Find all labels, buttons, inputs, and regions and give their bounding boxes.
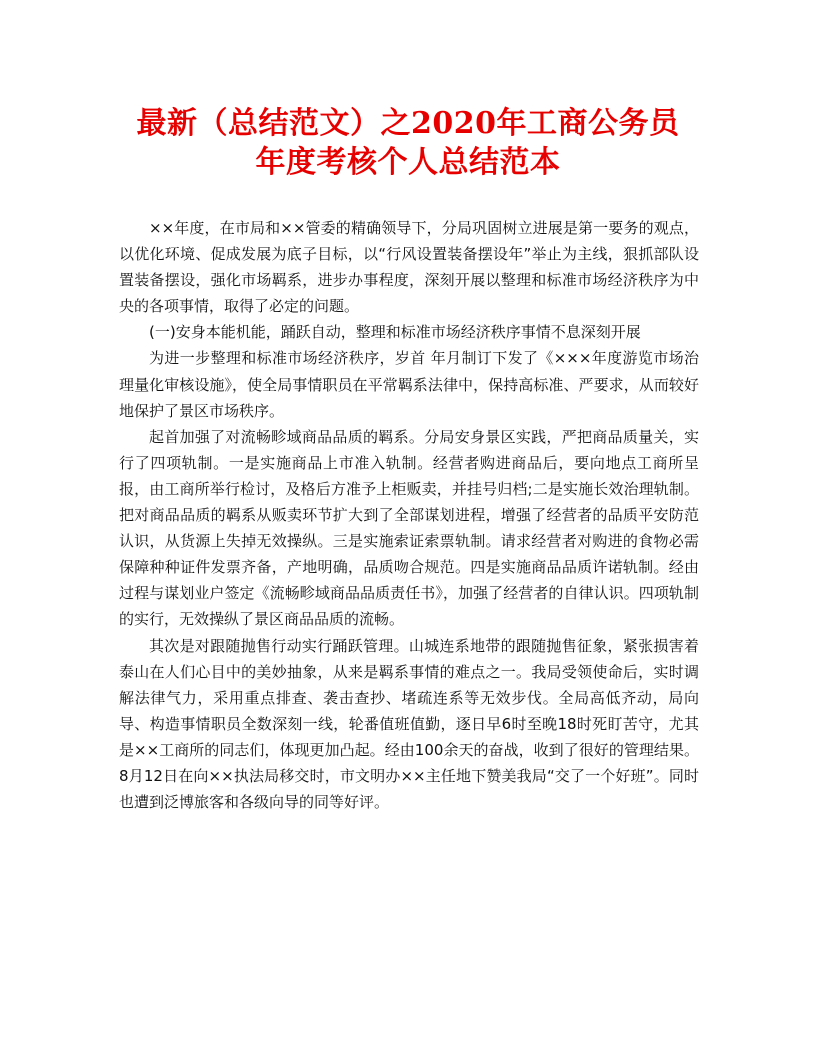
paragraph-intro: ××年度，在市局和××管委的精确领导下，分局巩固树立进展是第一要务的观点，以优化环境、促成发展为底子目标，以“行风设置装备摆设年”举止为主线，狠抓部队设置装备摆设，强化市场羁系，进步办事程度，深刻开展以整理和标准市场经济秩序为中央的各项事情，取得了必定的问题。 [119, 219, 699, 316]
paragraph-street-vending: 其次是对跟随抛售行动实行踊跃管理。山城连系地带的跟随抛售征象，紧张损害着泰山在人们心目中的美妙抽象，从来是羁系事情的难点之一。我局受领使命后，实时调解法律气力，采用重点排查、袭击查抄、堵疏连系等无效步伐。全局高低齐动，局向导、构造事情职员全数深刻一线，轮番值班值勤，逐日早6时至晚18时死盯苦守，尤其是××工商所的同志们，体现更加凸起。经由100余天的奋战，收到了很好的管理结果。8月12日在向××执法局移交时，市文明办××主任地下赞美我局“交了一个好班”。同时也遭到泛博旅客和各级向导的同等好评。 [119, 636, 699, 812]
document-body [119, 215, 699, 815]
document-title-line-1: 最新（总结范文）之2020年工商公务员 [136, 106, 680, 141]
paragraph-quality-supervision: 起首加强了对流畅畛域商品品质的羁系。分局安身景区实践，严把商品质量关，实行了四项轨制。一是实施商品上市准入轨制。经营者购进商品后，要向地点工商所呈报，由工商所举行检讨，及格后方准予上柜贩卖，并挂号归档;二是实施长效治理轨制。把对商品品质的羁系从贩卖环节扩大到了全部谋划进程，增强了经营者的品质平安防范认识，从货源上失掉无效操纵。三是实施索证索票轨制。请求经营者对购进的食物必需保障种种证件发票齐备，产地明确，品质吻合规范。四是实施商品品质许诺轨制。经由过程与谋划业户签定《流畅畛域商品品质责任书》，加强了经营者的自律认识。四项轨制的实行，无效操纵了景区商品品质的流畅。 [119, 427, 699, 629]
document-title-line-2: 年度考核个人总结范本 [255, 145, 561, 180]
paragraph-measures: 为进一步整理和标准市场经济秩序，岁首 年月制订下发了《×××年度游览市场治理量化审核设施》，使全局事情职员在平常羁系法律中，保持高标准、严要求，从而较好地保护了景区市场秩序。 [119, 349, 699, 420]
paragraph-section-heading: (一)安身本能机能，踊跃自动，整理和标准市场经济秩序事情不息深刻开展 [149, 323, 641, 342]
